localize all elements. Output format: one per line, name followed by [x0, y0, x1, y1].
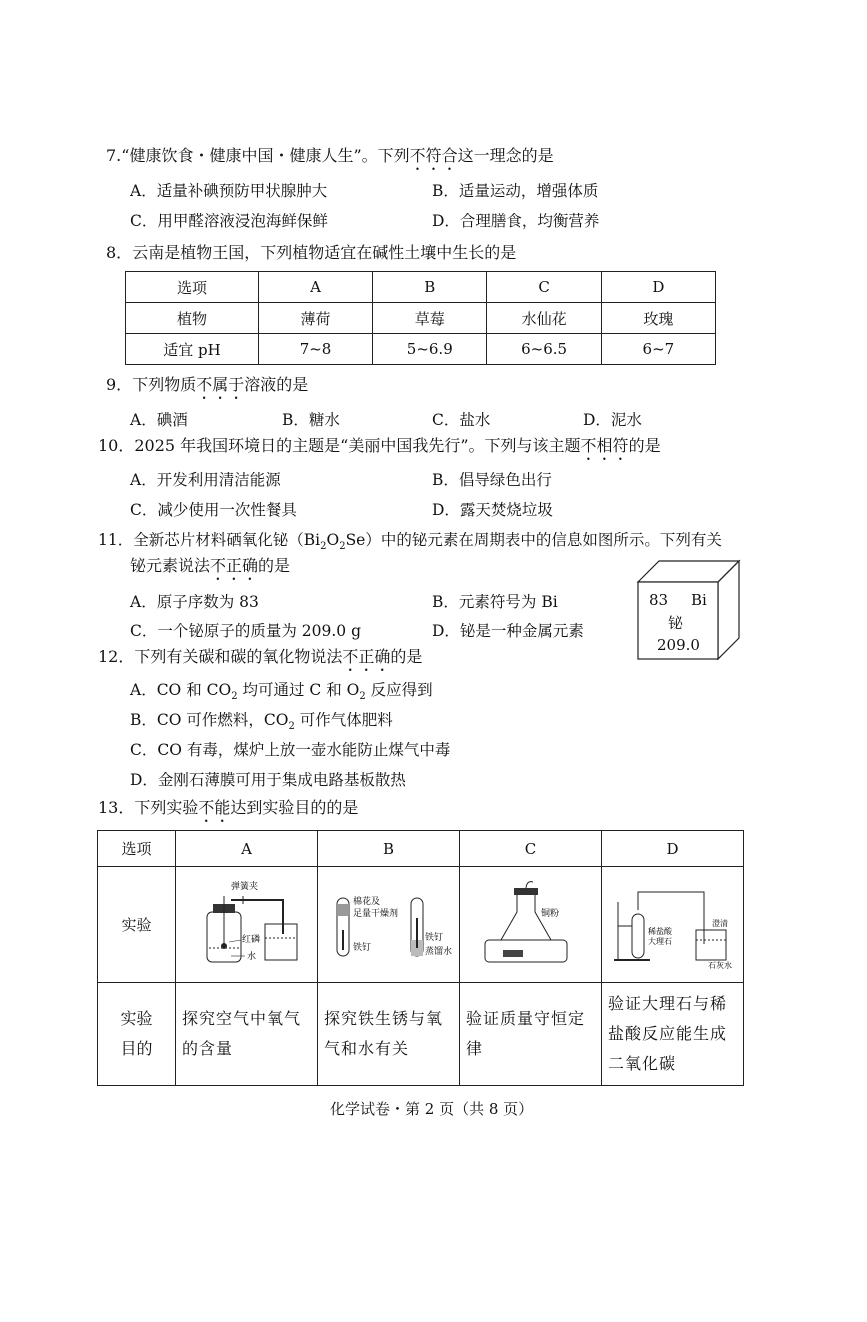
diagram-d-label-acid: 稀盐酸: [647, 926, 672, 936]
q11-option-c: C．一个铋原子的质量为 209.0 g: [130, 622, 362, 640]
table-cell: 选项: [98, 831, 176, 867]
diagram-a-label-phosphorus: 红磷: [241, 934, 260, 945]
diagram-d-label-limewater: 石灰水: [707, 960, 732, 970]
q7-option-a: A．适量补碘预防甲状腺肿大: [130, 182, 328, 200]
table-cell: 验证大理石与稀盐酸反应能生成二氧化碳: [602, 983, 744, 1086]
q10-option-d: D．露天焚烧垃圾: [432, 501, 553, 519]
table-cell: 草莓: [373, 303, 487, 334]
q10-option-c: C．减少使用一次性餐具: [130, 501, 297, 519]
table-row: [98, 831, 744, 867]
bismuth-element-card: [637, 560, 736, 658]
table-cell: 植物: [126, 303, 259, 334]
q10-option-b: B．倡导绿色出行: [432, 471, 552, 489]
q12-option-a: A．CO 和 $CO_2$ 均可通过 C 和 $O_2$ 反应得到: [130, 681, 433, 703]
diagram-a-label-clamp: 弹簧夹: [230, 881, 258, 892]
table-cell: 薄荷: [258, 303, 372, 334]
table-cell: [318, 867, 460, 983]
q11-option-a: A．原子序数为 83: [130, 593, 259, 611]
table-cell: D: [601, 272, 715, 303]
table-cell: C: [487, 272, 601, 303]
diagram-d-label-marble: 大理石: [647, 936, 672, 946]
question-9-stem: 9．下列物质不属于溶液的是: [106, 375, 309, 394]
question-8-stem: 8．云南是植物王国，下列植物适宜在碱性土壤中生长的是: [106, 243, 517, 262]
diagram-b-rusting: [325, 874, 453, 972]
table-cell: A: [258, 272, 372, 303]
table-cell: 6~6.5: [487, 334, 601, 365]
question-12-stem: 12．下列有关碳和碳的氧化物说法不正确的是: [98, 647, 423, 666]
q7-option-d: D．合理膳食，均衡营养: [432, 212, 600, 230]
q12-option-b: B．CO 可作燃料，$CO_2$ 可作气体肥料: [130, 711, 393, 733]
page-footer: 化学试卷・第 2 页（共 8 页）: [330, 1100, 534, 1118]
table-row: [126, 303, 716, 334]
q11-option-d: D．铋是一种金属元素: [432, 622, 584, 640]
diagram-b-label-water: 蒸馏水: [424, 946, 452, 957]
q11-option-b: B．元素符号为 Bi: [432, 593, 558, 611]
question-7-stem: 7.“健康饮食・健康中国・健康人生”。下列不符合这一理念的是: [106, 146, 554, 165]
question-10-stem: 10．2025 年我国环境日的主题是“美丽中国我先行”。下列与该主题不相符的是: [98, 436, 661, 455]
table-cell: 实验目的: [98, 983, 176, 1086]
table-cell: 7~8: [258, 334, 372, 365]
table-cell: 实验: [98, 867, 176, 983]
q7-option-b: B．适量运动，增强体质: [432, 182, 599, 200]
q9-option-d: D．泥水: [583, 411, 642, 429]
question-11-stem-line2: 铋元素说法不正确的是: [130, 556, 291, 575]
q10-option-a: A．开发利用清洁能源: [130, 471, 281, 489]
element-mass: 209.0: [657, 636, 700, 654]
element-name: 铋: [668, 614, 684, 632]
table-row: [126, 334, 716, 365]
diagram-a-label-water: 水: [246, 951, 256, 962]
table-cell: 验证质量守恒定律: [460, 983, 602, 1086]
table-row: [98, 867, 744, 983]
table-cell: 6~7: [601, 334, 715, 365]
diagram-b-label-nail-left: 铁钉: [352, 942, 371, 953]
diagram-a-oxygen-content: [183, 874, 311, 972]
q8-ph-table: [125, 271, 716, 365]
table-cell: B: [318, 831, 460, 867]
q12-option-c: C．CO 有毒，煤炉上放一壶水能防止煤气中毒: [130, 741, 451, 759]
table-cell: C: [460, 831, 602, 867]
table-cell: B: [373, 272, 487, 303]
table-cell: [176, 867, 318, 983]
question-number: 7.: [106, 146, 122, 165]
q9-option-a: A．碘酒: [130, 411, 188, 429]
table-cell: 5~6.9: [373, 334, 487, 365]
q9-option-c: C．盐水: [432, 411, 491, 429]
table-cell: [602, 867, 744, 983]
diagram-b-label-desiccant: 足量干燥剂: [352, 908, 398, 919]
table-cell: 适宜 pH: [126, 334, 259, 365]
diagram-b-label-nail-right: 铁钉: [424, 932, 443, 943]
q12-option-d: D．金刚石薄膜可用于集成电路基板散热: [130, 771, 406, 789]
q13-experiment-table: [97, 830, 744, 1086]
q7-option-c: C．用甲醛溶液浸泡海鲜保鲜: [130, 212, 328, 230]
element-symbol: Bi: [691, 591, 707, 609]
table-cell: 探究铁生锈与氧气和水有关: [318, 983, 460, 1086]
diagram-b-label-cotton: 棉花及: [352, 896, 380, 907]
diagram-c-mass-conservation: [467, 874, 595, 972]
table-cell: D: [602, 831, 744, 867]
table-cell: 玫瑰: [601, 303, 715, 334]
table-cell: 水仙花: [487, 303, 601, 334]
diagram-d-label-clear: 澄清: [711, 918, 728, 928]
element-number: 83: [649, 591, 669, 609]
table-cell: [460, 867, 602, 983]
diagram-d-co2-generation: [604, 874, 742, 972]
q9-option-b: B．糖水: [282, 411, 340, 429]
table-row: [126, 272, 716, 303]
diagram-c-label-powder: 铜粉: [540, 908, 559, 919]
table-cell: A: [176, 831, 318, 867]
table-cell: 选项: [126, 272, 259, 303]
question-13-stem: 13．下列实验不能达到实验目的的是: [98, 798, 359, 817]
table-row: [98, 983, 744, 1086]
table-cell: 探究空气中氧气的含量: [176, 983, 318, 1086]
question-11-stem: 11．全新芯片材料硒氧化铋$(Bi_2O_2Se)$中的铋元素在周期表中的信息如图所示。下列有关: [98, 531, 722, 553]
